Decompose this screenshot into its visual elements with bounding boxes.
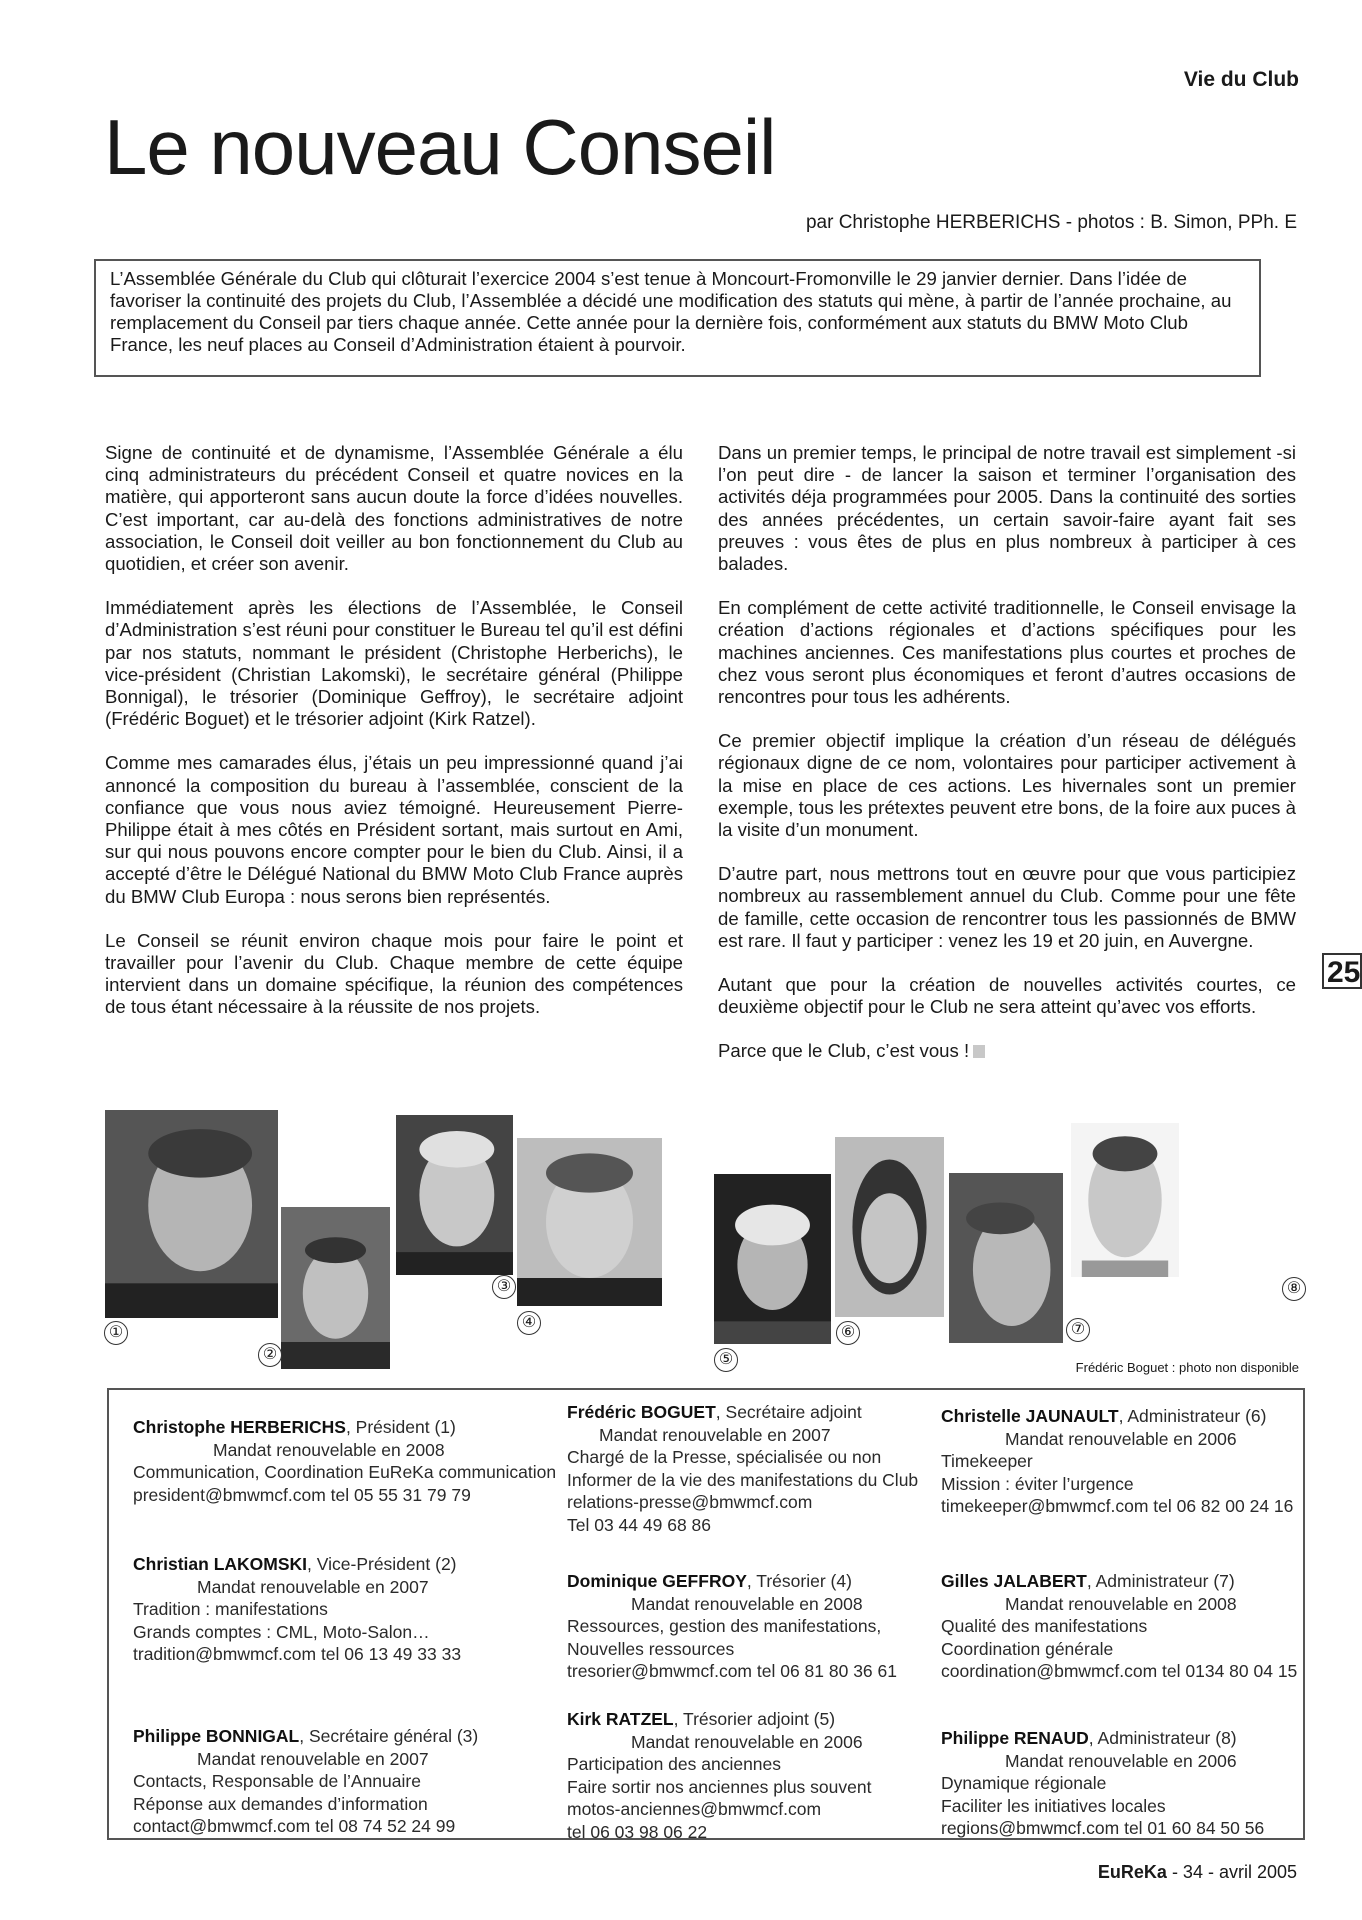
member-name: Philippe BONNIGAL	[133, 1726, 300, 1746]
member-info: Participation des anciennes	[567, 1754, 782, 1774]
paragraph: Dans un premier temps, le principal de notre travail est simplement -si l’on peut dire - de lancer la saison et terminer l’organisation des activités déja programmées pour 2005. Dans la continuité des sorties des années précédentes, un certain savoir-faire ayant fait ses preuves : vous êtes de plus en plus nombreux à participer à ces balades.	[718, 442, 1296, 575]
member-contact[interactable]: tresorier@bmwmcf.com tel 06 81 80 36 61	[567, 1661, 897, 1681]
member-mandat: Mandat renouvelable en 2008	[213, 1439, 445, 1460]
member-mandat: Mandat renouvelable en 2007	[197, 1576, 429, 1597]
member-contact[interactable]: relations-presse@bmwmcf.com	[567, 1492, 813, 1512]
magazine-name: EuReKa	[1097, 1862, 1167, 1882]
member-role: , Trésorier (4)	[746, 1571, 852, 1591]
member-name: Christian LAKOMSKI	[133, 1554, 308, 1574]
member-contact[interactable]: tradition@bmwmcf.com tel 06 13 49 33 33	[133, 1644, 462, 1664]
paragraph: Le Conseil se réunit environ chaque mois pour faire le point et travailler pour l’avenir du Club. Chaque membre de cette équipe intervient dans un domaine spécifique, la réunion des compétences de tous étant nécessaire à la réussite de nos projets.	[105, 929, 683, 1018]
member-role: , Administrateur (7)	[1086, 1571, 1235, 1591]
portrait-photo-7	[949, 1173, 1063, 1343]
paragraph: Ce premier objectif implique la création d’un réseau de délégués régionaux digne de ce nom, volontaires pour participer activement à la mise en place de ces actions. Les hivernales sont un premier exemple, tous les prétextes peuvent etre bons, de la foire aux puces à la visite d’un monument.	[718, 730, 1296, 841]
paragraph: Autant que pour la création de nouvelles activités courtes, ce deuxième objectif pour le Club ne sera atteint qu’avec vos efforts.	[718, 974, 1296, 1018]
portrait-photo-2	[281, 1207, 390, 1369]
section-label: Vie du Club	[1183, 68, 1299, 91]
end-of-article-mark	[973, 1045, 985, 1058]
member-mandat: Mandat renouvelable en 2006	[1005, 1428, 1237, 1449]
member-role: , Administrateur (8)	[1088, 1728, 1237, 1748]
member-contact[interactable]: president@bmwmcf.com tel 05 55 31 79 79	[133, 1484, 471, 1505]
member-contact[interactable]: contact@bmwmcf.com tel 08 74 52 24 99	[133, 1816, 456, 1836]
member-role: , Président (1)	[345, 1417, 456, 1437]
member-info: Coordination générale	[941, 1638, 1114, 1659]
photo-number-7: ⑦	[1066, 1318, 1090, 1342]
article-column-right	[718, 442, 1296, 1085]
member-info: Communication, Coordination EuReKa communication	[133, 1462, 557, 1482]
member-mandat: Mandat renouvelable en 2007	[599, 1424, 831, 1445]
closing-paragraph	[718, 1040, 1296, 1062]
member-contact[interactable]: coordination@bmwmcf.com tel 0134 80 04 15	[941, 1661, 1298, 1681]
photo-number-3: ③	[492, 1275, 516, 1299]
portrait-photo-6	[835, 1137, 944, 1317]
member-name: Christelle JAUNAULT	[941, 1406, 1119, 1426]
member-contact[interactable]: motos-anciennes@bmwmcf.com	[567, 1799, 822, 1819]
member-name: Philippe RENAUD	[941, 1728, 1089, 1748]
member-card	[941, 1727, 1264, 1840]
byline: par Christophe HERBERICHS - photos : B. Simon, PPh. E	[805, 212, 1297, 233]
paragraph: D’autre part, nous mettrons tout en œuvre pour que vous participiez nombreux au rassemblement annuel du Club. Comme pour une fête de famille, cette occasion de rencontrer tous les passionnés de BMW est rare. Il faut y participer : venez les 19 et 20 juin, en Auvergne.	[718, 863, 1296, 951]
page-footer	[1098, 1862, 1297, 1883]
member-contact[interactable]: regions@bmwmcf.com tel 01 60 84 50 56	[941, 1818, 1265, 1838]
member-role: , Administrateur (6)	[1118, 1406, 1267, 1426]
member-info: Dynamique régionale	[941, 1773, 1107, 1793]
photo-number-6: ⑥	[836, 1321, 860, 1345]
page-number-tab: 25	[1322, 953, 1362, 989]
paragraph: Comme mes camarades élus, j’étais un peu impressionné quand j’ai annoncé la composition du bureau à l’assemblée, conscient de la confiance que vous nous aviez témoigné. Heureusement Pierre-Philippe était à mes côtés en Président sortant, mais surtout en Ami, sur qui nous pouvons encore compter pour le bien du Club. Ainsi, il a accepté d’être le Délégué National du BMW Moto Club France auprès du BMW Club Europa : nous serons bien représentés.	[105, 752, 683, 907]
member-role: , Trésorier adjoint (5)	[673, 1709, 836, 1729]
member-card	[941, 1570, 1297, 1683]
member-card	[133, 1725, 478, 1838]
member-mandat: Mandat renouvelable en 2006	[1005, 1750, 1237, 1771]
member-info: Contacts, Responsable de l’Annuaire	[133, 1771, 421, 1791]
member-role: , Vice-Président (2)	[307, 1554, 457, 1574]
member-mandat: Mandat renouvelable en 2008	[631, 1593, 863, 1614]
member-info: Réponse aux demandes d’information	[133, 1793, 428, 1814]
paragraph: En complément de cette activité traditionnelle, le Conseil envisage la création d’actions régionales et d’actions spécifiques pour les machines anciennes. Ces manifestations plus courtes et proches de chez vous seront plus économiques et feront d’autres occasions de rencontres pour tous les adhérents.	[718, 597, 1296, 708]
paragraph: Immédiatement après les élections de l’Assemblée, le Conseil d’Administration s’est réuni pour constituer le Bureau tel qu’il est défini par nos statuts, nommant le président (Christophe Herberichs), le vice-président (Christian Lakomski), le secrétaire général (Philippe Bonnigal), le trésorier (Dominique Geffroy), le secrétaire adjoint (Frédéric Boguet) et le trésorier adjoint (Kirk Ratzel).	[105, 597, 683, 730]
member-card	[941, 1405, 1293, 1518]
member-contact[interactable]: timekeeper@bmwmcf.com tel 06 82 00 24 16	[941, 1496, 1294, 1516]
member-name: Frédéric BOGUET	[567, 1402, 716, 1422]
member-contact: tel 06 03 98 06 22	[567, 1821, 708, 1842]
member-mandat: Mandat renouvelable en 2007	[197, 1748, 429, 1769]
member-info: Mission : éviter l’urgence	[941, 1473, 1134, 1494]
member-mandat: Mandat renouvelable en 2008	[1005, 1593, 1237, 1614]
article-column-left	[105, 442, 683, 1041]
member-card	[567, 1708, 871, 1843]
member-card	[133, 1553, 461, 1666]
member-info: Chargé de la Presse, spécialisée ou non	[567, 1447, 882, 1467]
member-role: , Secrétaire adjoint	[715, 1402, 862, 1422]
photo-caption: Frédéric Boguet : photo non disponible	[1075, 1360, 1299, 1375]
member-card	[133, 1416, 556, 1506]
member-name: Gilles JALABERT	[941, 1571, 1087, 1591]
member-name: Kirk RATZEL	[567, 1709, 674, 1729]
portrait-photo-3	[396, 1115, 513, 1275]
photo-number-8: ⑧	[1282, 1277, 1306, 1301]
member-role: , Secrétaire général (3)	[299, 1726, 479, 1746]
portrait-photo-1	[105, 1110, 278, 1318]
portrait-photo-5	[714, 1174, 831, 1344]
member-info: Timekeeper	[941, 1451, 1033, 1471]
portrait-photo-4	[517, 1138, 662, 1306]
photo-number-5: ⑤	[714, 1348, 738, 1372]
portrait-photo-8	[1071, 1123, 1179, 1277]
photo-number-1: ①	[104, 1321, 128, 1345]
page-title: Le nouveau Conseil	[104, 103, 776, 191]
member-info: Faciliter les initiatives locales	[941, 1795, 1166, 1816]
member-info: Qualité des manifestations	[941, 1616, 1148, 1636]
member-info: Informer de la vie des manifestations du Club	[567, 1469, 919, 1490]
photo-number-2: ②	[258, 1343, 282, 1367]
board-members-box	[107, 1388, 1305, 1840]
member-info: Nouvelles ressources	[567, 1638, 735, 1659]
page-info: - 34 - avril 2005	[1166, 1862, 1297, 1882]
member-name: Dominique GEFFROY	[567, 1571, 747, 1591]
member-info: Tradition : manifestations	[133, 1599, 328, 1619]
member-name: Christophe HERBERICHS	[133, 1417, 346, 1437]
member-mandat: Mandat renouvelable en 2006	[631, 1731, 863, 1752]
member-contact: Tel 03 44 49 68 86	[567, 1514, 712, 1535]
member-card	[567, 1570, 897, 1683]
paragraph: Signe de continuité et de dynamisme, l’Assemblée Générale a élu cinq administrateurs du précédent Conseil et quatre novices en la matière, qui apporteront sans aucun doute la force d’idées nouvelles. C’est important, car au-delà des fonctions administratives de notre association, le Conseil doit veiller au bon fonctionnement du Club au quotidien, et créer son avenir.	[105, 442, 683, 575]
member-card	[567, 1401, 918, 1536]
closing-text: Parce que le Club, c’est vous !	[718, 1040, 970, 1062]
photo-number-4: ④	[517, 1311, 541, 1335]
member-info: Grands comptes : CML, Moto-Salon…	[133, 1621, 430, 1642]
member-info: Ressources, gestion des manifestations,	[567, 1616, 882, 1636]
intro-box: L’Assemblée Générale du Club qui clôturait l’exercice 2004 s’est tenue à Moncourt-Fromonville le 29 janvier dernier. Dans l’idée de favoriser la continuité des projets du Club, l’Assemblée a décidé une modification des statuts qui mène, à partir de l’année prochaine, au remplacement du Conseil par tiers chaque année. Cette année pour la dernière fois, conformément aux statuts du BMW Moto Club France, les neuf places au Conseil d’Administration étaient à pourvoir.	[94, 259, 1261, 377]
member-info: Faire sortir nos anciennes plus souvent	[567, 1776, 872, 1797]
